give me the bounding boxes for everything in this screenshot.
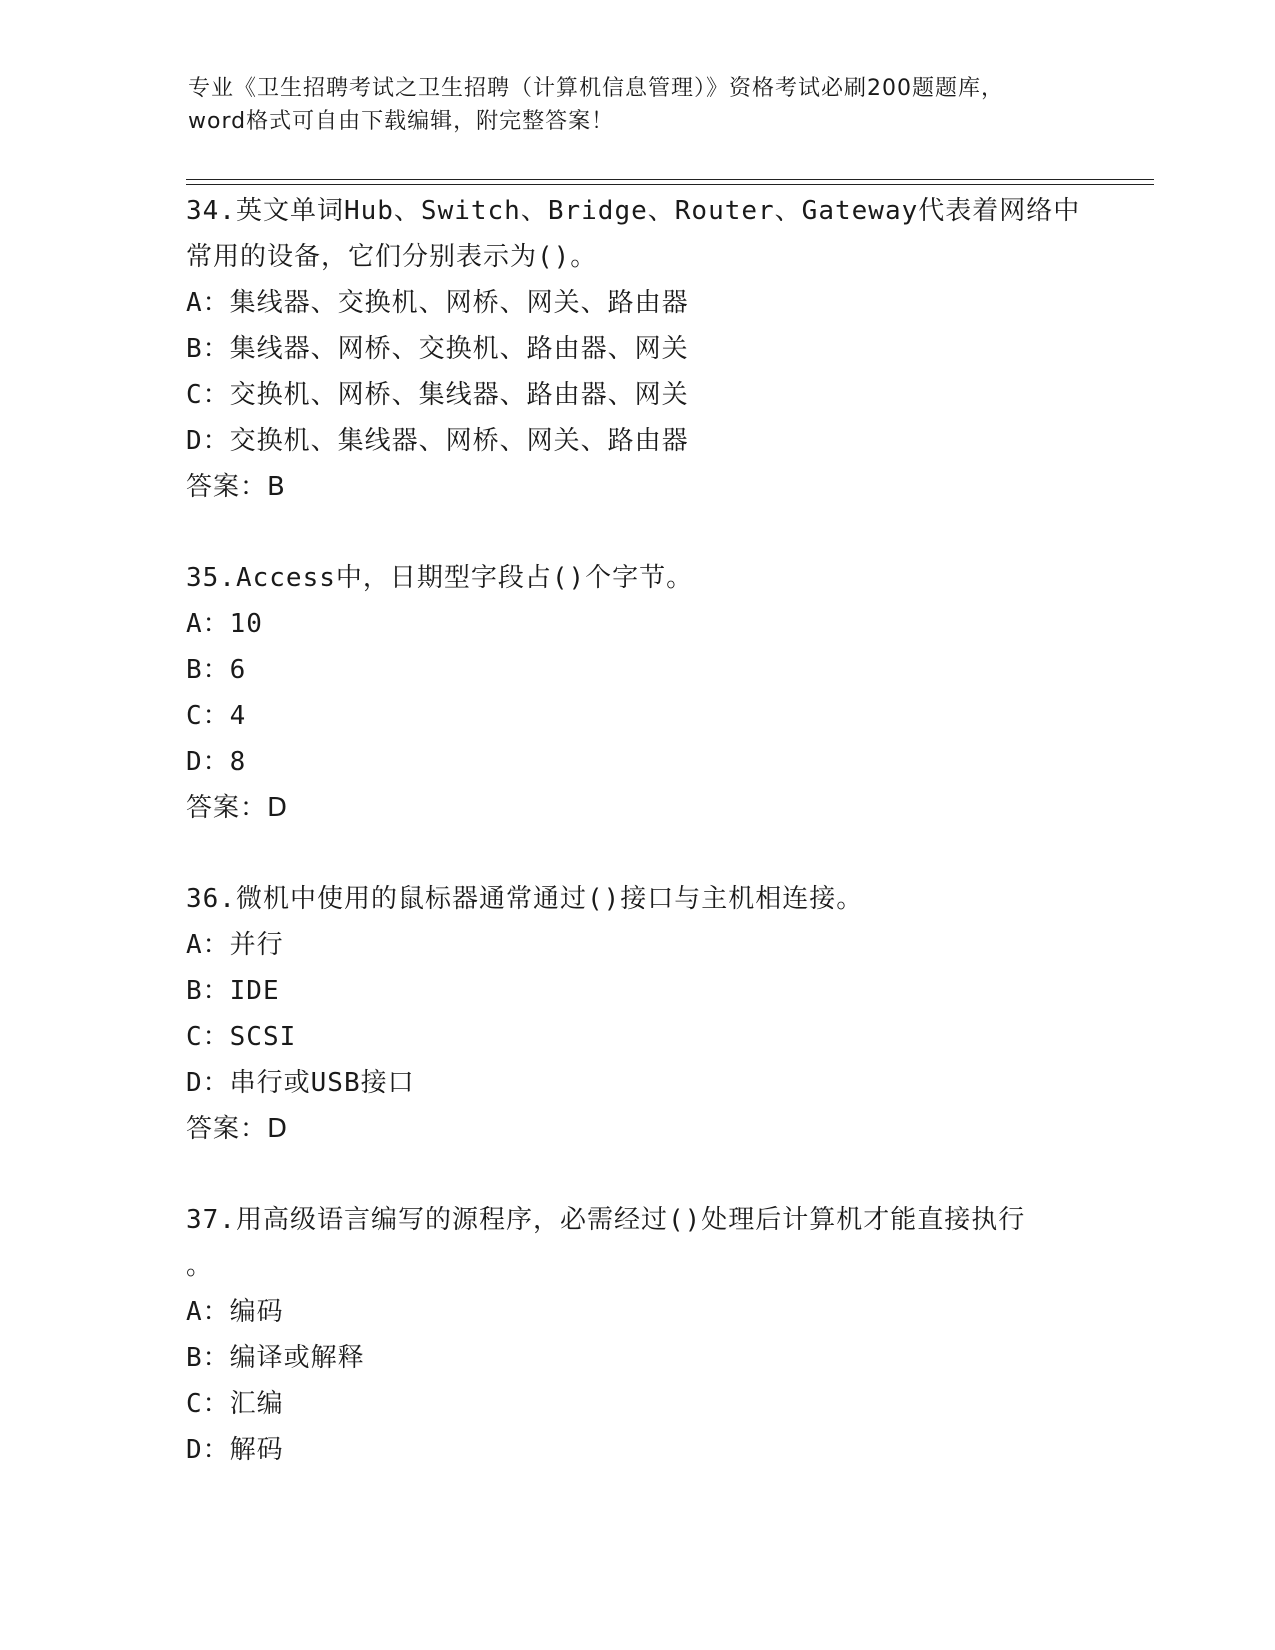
answer-line: 答案：D	[186, 793, 289, 823]
question-37	[186, 1197, 1086, 1473]
option-a: A：编码	[186, 1297, 284, 1327]
question-stem: 。	[186, 1251, 214, 1281]
question-list	[186, 188, 1086, 1473]
option-d: D：8	[186, 747, 247, 777]
option-a: A：10	[186, 609, 263, 639]
question-stem: 37.用高级语言编写的源程序，必需经过()处理后计算机才能直接执行	[186, 1205, 1026, 1235]
option-c: C：4	[186, 701, 247, 731]
question-stem: 34.英文单词Hub、Switch、Bridge、Router、Gateway代表着网络中	[186, 196, 1081, 226]
question-34	[186, 188, 1086, 510]
question-36	[186, 876, 1086, 1152]
option-c: C：交换机、网桥、集线器、路由器、网关	[186, 380, 689, 410]
question-spacer	[186, 1152, 1086, 1197]
option-b: B：6	[186, 655, 247, 685]
question-spacer	[186, 510, 1086, 555]
option-c: C：SCSI	[186, 1022, 297, 1052]
option-d: D：串行或USB接口	[186, 1068, 415, 1098]
answer-line: 答案：B	[186, 472, 286, 502]
question-stem: 常用的设备，它们分别表示为()。	[186, 242, 598, 272]
question-stem: 35.Access中，日期型字段占()个字节。	[186, 563, 694, 593]
header-line-2: word格式可自由下载编辑，附完整答案！	[188, 109, 615, 134]
header-divider-bottom	[186, 184, 1154, 185]
header-line-1: 专业《卫生招聘考试之卫生招聘（计算机信息管理）》资格考试必刷200题题库，	[188, 76, 1004, 101]
option-a: A：集线器、交换机、网桥、网关、路由器	[186, 288, 689, 318]
question-35	[186, 555, 1086, 831]
option-b: B：集线器、网桥、交换机、路由器、网关	[186, 334, 689, 364]
option-d: D：交换机、集线器、网桥、网关、路由器	[186, 426, 689, 456]
answer-line: 答案：D	[186, 1114, 289, 1144]
option-c: C：汇编	[186, 1389, 284, 1419]
document-header	[188, 72, 1088, 138]
question-stem: 36.微机中使用的鼠标器通常通过()接口与主机相连接。	[186, 884, 864, 914]
option-d: D：解码	[186, 1435, 284, 1465]
option-b: B：IDE	[186, 976, 280, 1006]
question-spacer	[186, 831, 1086, 876]
option-a: A：并行	[186, 930, 284, 960]
option-b: B：编译或解释	[186, 1343, 365, 1373]
header-divider-top	[186, 179, 1154, 180]
